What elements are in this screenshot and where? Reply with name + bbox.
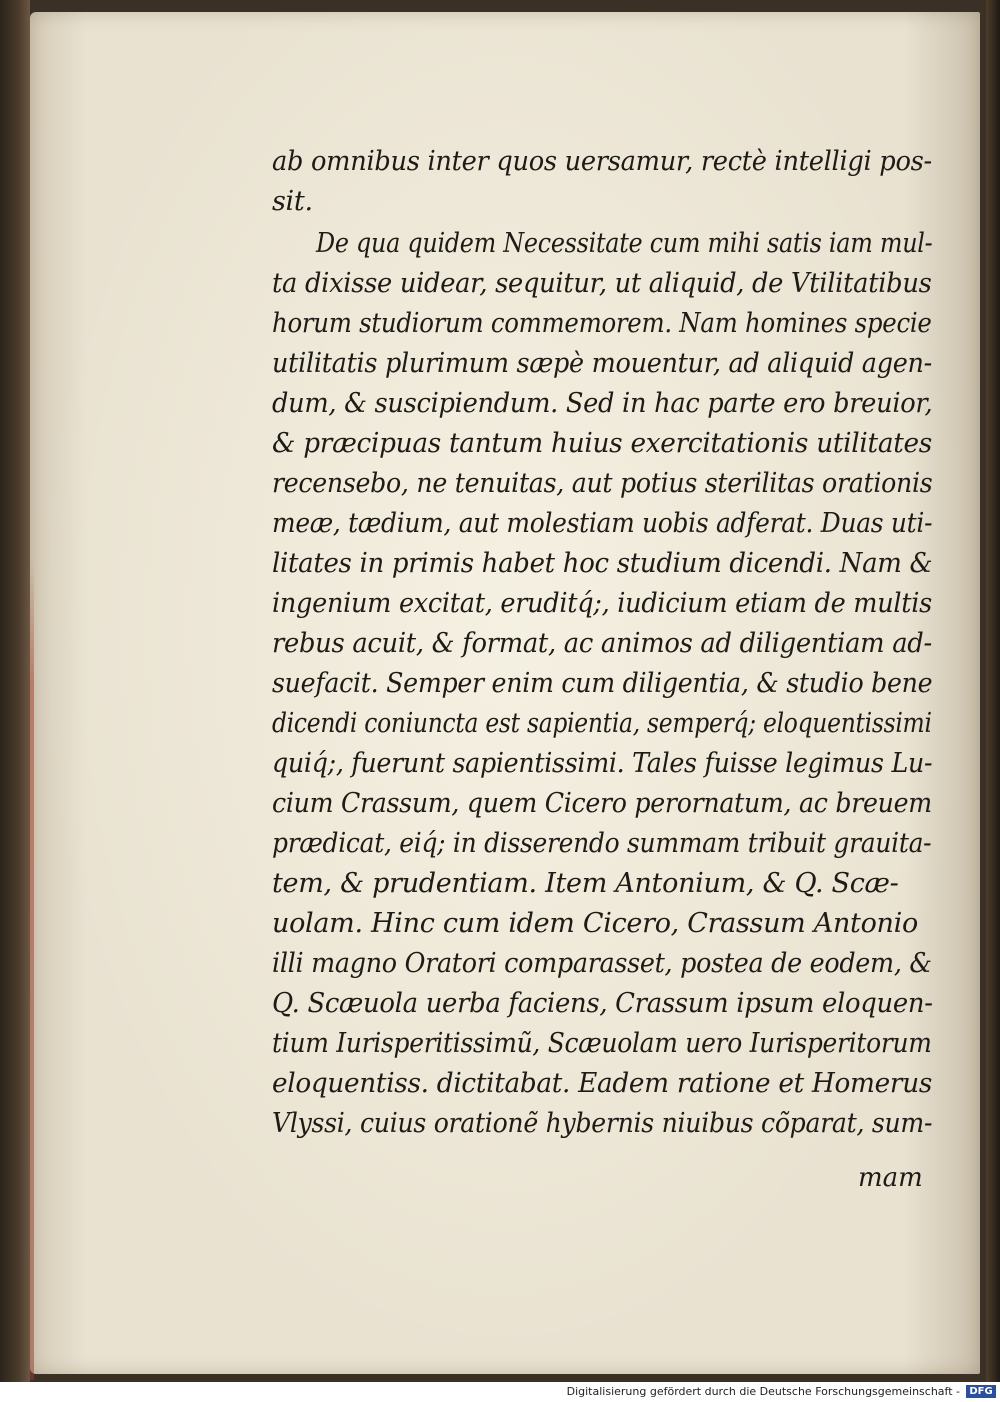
text-line: sit. — [272, 186, 313, 217]
text-line: ab omnibus inter quos uersamur, rectè intelligi pos- — [272, 146, 932, 177]
text-line: suefacit. Semper enim cum diligentia, & studio bene — [272, 668, 933, 699]
text-line: dicendi coniuncta est sapientia, semperq́; eloquentissimi — [272, 708, 932, 739]
text-line: ingenium excitat, eruditq́;, iudicium etiam de multis — [272, 588, 932, 619]
text-line: & præcipuas tantum huius exercitationis utilitates — [272, 428, 933, 459]
text-line: De qua quidem Necessitate cum mihi satis iam mul- — [316, 228, 933, 259]
text-line: quiq́;, fuerunt sapientissimi. Tales fuisse legimus Lu- — [272, 748, 933, 779]
text-line: recensebo, ne tenuitas, aut potius sterilitas orationis — [272, 468, 933, 499]
text-line: prædicat, eiq́; in disserendo summam tribuit grauita- — [272, 828, 932, 859]
book-binding-edge — [0, 0, 30, 1382]
text-line: meæ, tædium, aut molestiam uobis adferat. Duas uti- — [272, 508, 933, 539]
text-line: utilitatis plurimum sæpè mouentur, ad aliquid agen- — [272, 348, 933, 379]
text-line: eloquentiss. dictitabat. Eadem ratione et Homerus — [272, 1068, 933, 1099]
dfg-logo: DFG — [966, 1385, 996, 1398]
text-line: Q. Scæuola uerba faciens, Crassum ipsum eloquen- — [272, 988, 933, 1019]
text-line: dum, & suscipiendum. Sed in hac parte ero breuior, — [272, 388, 933, 419]
text-line: illi magno Oratori comparasset, postea de eodem, & — [272, 948, 932, 979]
footer-bar — [0, 1382, 1000, 1402]
text-line: horum studiorum commemorem. Nam homines specie — [272, 308, 932, 339]
text-line: uolam. Hinc cum idem Cicero, Crassum Antonio — [272, 908, 918, 939]
text-line: Vlyssi, cuius orationẽ hybernis niuibus cõparat, sum- — [272, 1108, 933, 1139]
page-red-edge — [30, 560, 34, 1380]
funding-credit: Digitalisierung gefördert durch die Deutsche Forschungsgemeinschaft - — [566, 1385, 960, 1398]
catchword: mam — [858, 1163, 923, 1193]
text-line: litates in primis habet hoc studium dicendi. Nam & — [272, 548, 933, 579]
text-line: rebus acuit, & format, ac animos ad diligentiam ad- — [272, 628, 932, 659]
text-line: ta dixisse uidear, sequitur, ut aliquid, de Vtilitatibus — [272, 268, 932, 299]
text-line: tium Iurisperitissimũ, Scæuolam uero Iurisperitorum — [272, 1028, 932, 1059]
book-fore-edge — [986, 0, 1000, 1382]
text-line: cium Crassum, quem Cicero perornatum, ac breuem — [272, 788, 932, 819]
text-line: tem, & prudentiam. Item Antonium, & Q. Scæ- — [272, 868, 899, 899]
